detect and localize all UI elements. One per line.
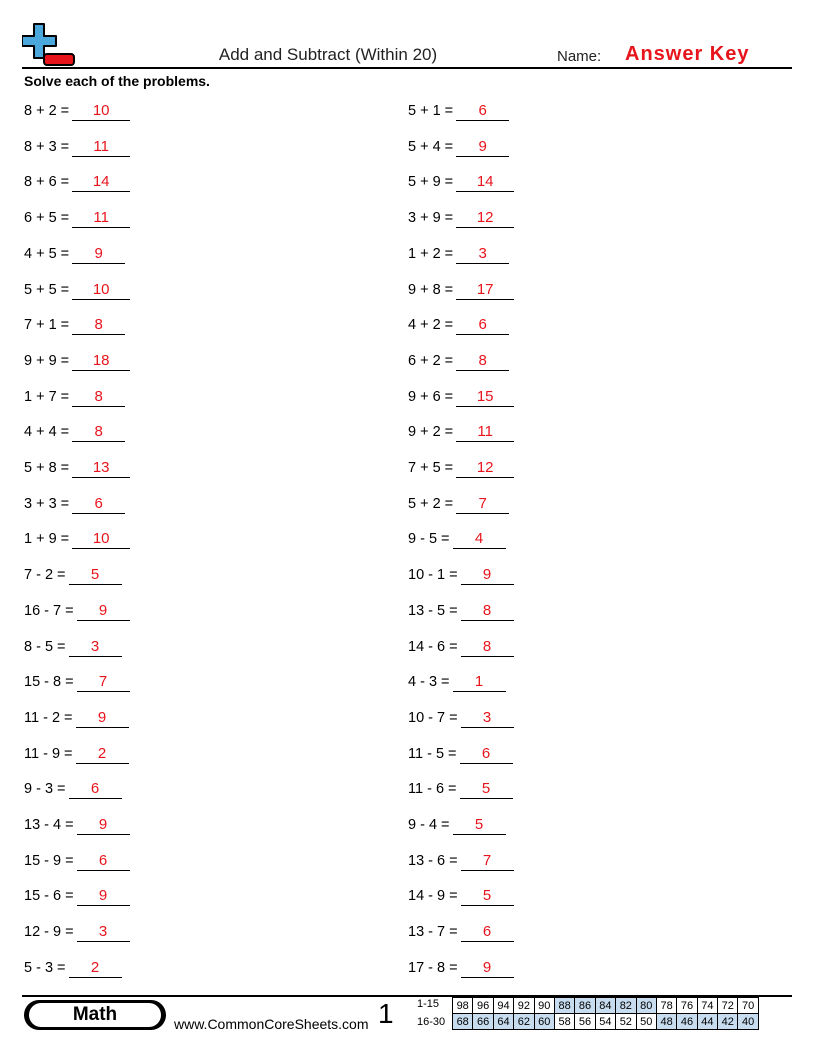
problem-item (408, 779, 513, 801)
problem-expression: 9 - 5 = (408, 531, 450, 548)
answer-blank[interactable]: 8 (72, 422, 125, 442)
problem-item (408, 387, 514, 409)
problem-expression: 7 - 2 = (24, 567, 66, 584)
subject-badge (24, 1000, 166, 1030)
score-cell: 78 (656, 998, 676, 1014)
problem-expression: 3 + 9 = (408, 210, 454, 227)
problem-expression: 9 + 2 = (408, 424, 454, 441)
score-cell: 94 (493, 998, 513, 1014)
website-label: www.CommonCoreSheets.com (174, 1016, 369, 1032)
problem-expression: 10 - 1 = (408, 567, 458, 584)
answer-blank[interactable]: 6 (69, 779, 122, 799)
problem-item (24, 529, 130, 551)
answer-blank[interactable]: 8 (461, 601, 514, 621)
answer-blank[interactable]: 3 (456, 244, 509, 264)
answer-blank[interactable]: 9 (456, 137, 509, 157)
answer-blank[interactable]: 9 (77, 886, 130, 906)
score-cell: 92 (514, 998, 534, 1014)
answer-blank[interactable]: 6 (72, 494, 125, 514)
problem-expression: 11 - 5 = (408, 745, 457, 762)
problem-item (24, 422, 125, 444)
problem-expression: 8 + 6 = (24, 174, 70, 191)
score-row (453, 998, 759, 1014)
problem-expression: 4 + 2 = (408, 317, 454, 334)
answer-blank[interactable]: 13 (72, 458, 130, 478)
score-cell: 72 (718, 998, 738, 1014)
problem-expression: 1 + 2 = (408, 245, 454, 262)
score-cell: 48 (656, 1014, 676, 1030)
answer-blank[interactable]: 8 (456, 351, 509, 371)
answer-blank[interactable]: 6 (456, 315, 509, 335)
problem-expression: 6 + 2 = (408, 352, 454, 369)
problem-item (24, 315, 125, 337)
answer-blank[interactable]: 5 (453, 815, 506, 835)
answer-blank[interactable]: 11 (72, 137, 130, 157)
problem-expression: 9 - 4 = (408, 817, 450, 833)
problem-item (24, 922, 130, 944)
problem-expression: 8 - 5 = (24, 638, 66, 655)
problem-item (24, 280, 130, 302)
score-cell: 62 (514, 1014, 534, 1030)
answer-blank[interactable]: 9 (77, 601, 130, 621)
problem-item (408, 708, 514, 730)
problem-item (24, 387, 125, 409)
problem-item (408, 601, 514, 623)
problem-expression: 15 - 8 = (24, 674, 74, 691)
answer-blank[interactable]: 5 (460, 779, 513, 799)
score-cell: 58 (554, 1014, 574, 1030)
problem-item (24, 101, 130, 123)
score-cell: 82 (616, 998, 636, 1014)
score-cell: 98 (453, 998, 473, 1014)
problem-item (24, 637, 122, 659)
problem-item (408, 208, 514, 230)
problem-item (408, 529, 506, 551)
problem-item (24, 494, 125, 516)
answer-blank[interactable]: 10 (72, 101, 130, 121)
problem-item (24, 744, 129, 766)
worksheet-title: Add and Subtract (Within 20) (218, 45, 438, 64)
answer-blank[interactable]: 10 (72, 280, 130, 300)
problem-expression: 5 + 5 = (24, 281, 70, 298)
answer-blank[interactable]: 2 (76, 744, 129, 764)
answer-blank[interactable]: 15 (456, 387, 514, 407)
problem-item (24, 779, 122, 801)
problem-expression: 5 + 1 = (408, 103, 454, 119)
problem-expression: 11 - 2 = (24, 709, 73, 726)
score-row (453, 1014, 759, 1030)
problem-expression: 14 - 9 = (408, 888, 458, 905)
answer-blank[interactable]: 6 (460, 744, 513, 764)
problem-item (408, 494, 509, 516)
answer-blank[interactable]: 8 (72, 315, 125, 335)
problem-expression: 5 + 2 = (408, 495, 454, 512)
answer-blank[interactable]: 9 (461, 958, 514, 978)
score-cell: 86 (575, 998, 595, 1014)
problem-item (24, 565, 122, 587)
problem-item (408, 672, 506, 694)
score-cell: 54 (595, 1014, 615, 1030)
answer-blank[interactable]: 1 (453, 672, 506, 692)
answer-blank[interactable]: 14 (456, 172, 514, 192)
answer-blank[interactable]: 7 (456, 494, 509, 514)
answer-blank[interactable]: 3 (69, 637, 122, 657)
page-number: 1 (378, 998, 394, 1029)
problem-expression: 7 + 1 = (24, 317, 70, 334)
answer-blank[interactable]: 6 (456, 101, 509, 121)
instructions: Solve each of the problems. (24, 73, 210, 89)
score-cell: 64 (493, 1014, 513, 1030)
score-row-label: 16-30 (417, 1016, 446, 1028)
header-divider (22, 67, 792, 69)
score-cell: 42 (718, 1014, 738, 1030)
answer-blank[interactable]: 12 (456, 458, 514, 478)
answer-blank[interactable]: 6 (461, 922, 514, 942)
score-cell: 74 (697, 998, 717, 1014)
problem-item (408, 172, 514, 194)
answer-blank[interactable]: 9 (77, 815, 130, 835)
answer-blank[interactable]: 2 (69, 958, 122, 978)
answer-blank[interactable]: 11 (72, 208, 130, 228)
answer-blank[interactable]: 7 (461, 851, 514, 871)
name-label: Name: (557, 48, 602, 65)
score-cell: 68 (453, 1014, 473, 1030)
problem-expression: 8 + 3 = (24, 138, 70, 155)
score-cell: 80 (636, 998, 656, 1014)
problem-expression: 4 - 3 = (408, 674, 450, 691)
name-value: Answer Key (625, 43, 750, 65)
problem-expression: 9 - 3 = (24, 781, 66, 798)
problem-expression: 8 + 2 = (24, 103, 70, 119)
problem-item (408, 351, 509, 373)
problem-item (24, 886, 130, 908)
score-cell: 90 (534, 998, 554, 1014)
score-cell: 44 (697, 1014, 717, 1030)
problem-expression: 16 - 7 = (24, 602, 74, 619)
problem-item (408, 744, 513, 766)
problem-expression: 11 - 9 = (24, 745, 73, 762)
problem-item (24, 958, 122, 980)
score-table (452, 997, 759, 1030)
problem-item (408, 637, 514, 659)
answer-blank[interactable]: 7 (77, 672, 130, 692)
answer-blank[interactable]: 9 (72, 244, 125, 264)
problem-item (24, 458, 130, 480)
problem-expression: 9 + 6 = (408, 388, 454, 405)
problem-item (408, 851, 514, 873)
score-cell: 96 (473, 998, 493, 1014)
problem-item (408, 422, 514, 444)
answer-blank[interactable]: 11 (456, 422, 514, 442)
score-cell: 76 (677, 998, 697, 1014)
problem-item (24, 172, 130, 194)
answer-blank[interactable]: 5 (461, 886, 514, 906)
problem-item (24, 851, 130, 873)
problem-item (24, 137, 130, 159)
answer-blank[interactable]: 9 (461, 565, 514, 585)
score-cell: 88 (554, 998, 574, 1014)
problem-expression: 4 + 4 = (24, 424, 70, 441)
problem-expression: 9 + 8 = (408, 281, 454, 298)
problem-expression: 3 + 3 = (24, 495, 70, 512)
problem-item (24, 601, 130, 623)
score-cell: 70 (738, 998, 758, 1014)
answer-blank[interactable]: 3 (77, 922, 130, 942)
answer-blank[interactable]: 17 (456, 280, 514, 300)
answer-blank[interactable]: 18 (72, 351, 130, 371)
answer-blank[interactable]: 3 (461, 708, 514, 728)
answer-blank[interactable]: 14 (72, 172, 130, 192)
score-cell: 60 (534, 1014, 554, 1030)
problem-item (408, 958, 514, 980)
problem-expression: 15 - 9 = (24, 852, 74, 869)
subject-label: Math (29, 1003, 161, 1027)
problem-expression: 1 + 7 = (24, 388, 70, 405)
problem-item (408, 137, 509, 159)
problem-expression: 9 + 9 = (24, 352, 70, 369)
answer-blank[interactable]: 4 (453, 529, 506, 549)
problem-item (24, 815, 130, 837)
problem-expression: 10 - 7 = (408, 709, 458, 726)
problem-expression: 7 + 5 = (408, 460, 454, 476)
problem-expression: 12 - 9 = (24, 924, 74, 941)
problem-item (408, 886, 514, 908)
problem-expression: 13 - 5 = (408, 602, 458, 619)
problem-expression: 5 + 4 = (408, 138, 454, 155)
problem-expression: 17 - 8 = (408, 959, 458, 976)
answer-blank[interactable]: 6 (77, 851, 130, 871)
problem-expression: 1 + 9 = (24, 531, 70, 548)
score-cell: 50 (636, 1014, 656, 1030)
problem-expression: 5 + 9 = (408, 174, 454, 191)
problem-expression: 13 - 4 = (24, 817, 74, 833)
score-cell: 56 (575, 1014, 595, 1030)
problem-expression: 6 + 5 = (24, 210, 70, 227)
problem-item (408, 101, 509, 123)
problem-item (24, 208, 130, 230)
answer-blank[interactable]: 8 (461, 637, 514, 657)
score-cell: 84 (595, 998, 615, 1014)
problem-item (408, 244, 509, 266)
problem-item (24, 351, 130, 373)
score-cell: 52 (616, 1014, 636, 1030)
answer-blank[interactable]: 9 (76, 708, 129, 728)
answer-blank[interactable]: 12 (456, 208, 514, 228)
problem-expression: 14 - 6 = (408, 638, 458, 655)
problem-item (408, 315, 509, 337)
problem-expression: 4 + 5 = (24, 245, 70, 262)
problem-item (24, 244, 125, 266)
problem-expression: 5 + 8 = (24, 460, 70, 476)
answer-blank[interactable]: 10 (72, 529, 130, 549)
problem-expression: 13 - 6 = (408, 852, 458, 869)
answer-blank[interactable]: 5 (69, 565, 122, 585)
problem-item (408, 815, 506, 837)
problem-item (408, 565, 514, 587)
problem-item (408, 922, 514, 944)
problem-expression: 13 - 7 = (408, 924, 458, 941)
problem-expression: 15 - 6 = (24, 888, 74, 905)
problem-item (408, 280, 514, 302)
problem-expression: 11 - 6 = (408, 781, 457, 798)
problem-item (408, 458, 514, 480)
problem-item (24, 672, 130, 694)
score-cell: 66 (473, 1014, 493, 1030)
answer-blank[interactable]: 8 (72, 387, 125, 407)
problem-item (24, 708, 129, 730)
score-row-label: 1-15 (417, 998, 440, 1010)
score-cell: 46 (677, 1014, 697, 1030)
problem-expression: 5 - 3 = (24, 959, 66, 976)
score-cell: 40 (738, 1014, 758, 1030)
